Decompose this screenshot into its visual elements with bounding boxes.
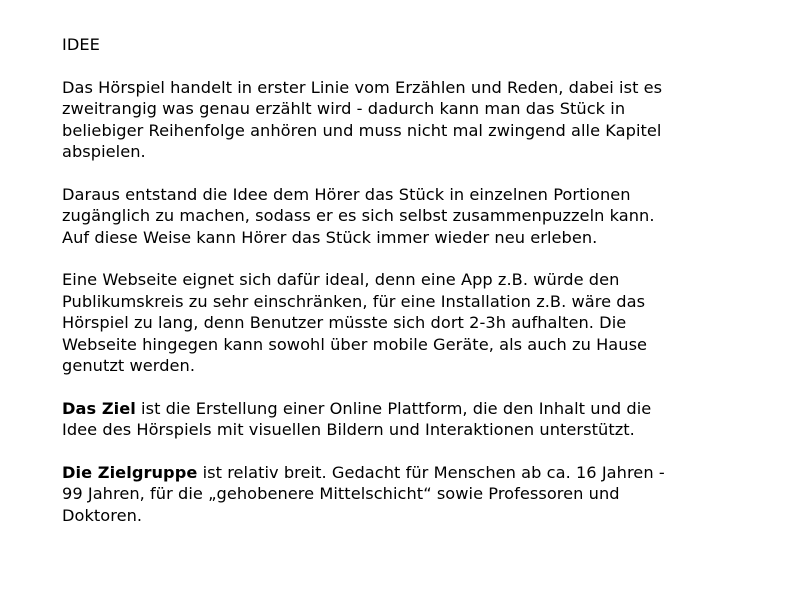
- document: [62, 34, 742, 526]
- goal-text: ist die Erstellung einer Online Plattform, die den Inhalt und die: [135, 398, 652, 418]
- text-line: zugänglich zu machen, sodass er es sich selbst zusammenpuzzeln kann.: [62, 206, 655, 226]
- text-line: Das Hörspiel handelt in erster Linie vom Erzählen und Reden, dabei ist es: [62, 77, 663, 97]
- paragraph-target-group: [62, 462, 742, 526]
- text-line: Eine Webseite eignet sich dafür ideal, denn eine App z.B. würde den: [62, 270, 620, 290]
- paragraph-website: [62, 269, 742, 376]
- text-line: beliebiger Reihenfolge anhören und muss nicht mal zwingend alle Kapitel: [62, 120, 662, 140]
- text-line: [62, 398, 742, 419]
- text-line: Webseite hingegen kann sowohl über mobile Geräte, als auch zu Hause: [62, 334, 648, 354]
- paragraph-idea: [62, 184, 742, 248]
- paragraph-story: [62, 77, 742, 163]
- paragraph-goal: [62, 398, 742, 441]
- text-line: [62, 462, 742, 483]
- text-line: Auf diese Weise kann Hörer das Stück immer wieder neu erleben.: [62, 227, 598, 247]
- text-line: genutzt werden.: [62, 356, 196, 376]
- text-line: zweitrangig was genau erzählt wird - dadurch kann man das Stück in: [62, 99, 626, 119]
- text-line: Daraus entstand die Idee dem Hörer das Stück in einzelnen Portionen: [62, 184, 631, 204]
- text-line: Doktoren.: [62, 505, 143, 525]
- page-title: IDEE: [62, 35, 100, 54]
- text-line: 99 Jahren, für die „gehobenere Mittelschicht“ sowie Professoren und: [62, 484, 620, 504]
- text-line: abspielen.: [62, 142, 146, 162]
- goal-heading: Das Ziel: [62, 398, 136, 418]
- text-line: Publikumskreis zu sehr einschränken, für eine Installation z.B. wäre das: [62, 291, 646, 311]
- target-group-text: ist relativ breit. Gedacht für Menschen ab ca. 16 Jahren -: [197, 463, 665, 483]
- target-group-heading: Die Zielgruppe: [62, 463, 198, 483]
- text-line: Hörspiel zu lang, denn Benutzer müsste sich dort 2-3h aufhalten. Die: [62, 313, 627, 333]
- text-line: Idee des Hörspiels mit visuellen Bildern und Interaktionen unterstützt.: [62, 420, 635, 440]
